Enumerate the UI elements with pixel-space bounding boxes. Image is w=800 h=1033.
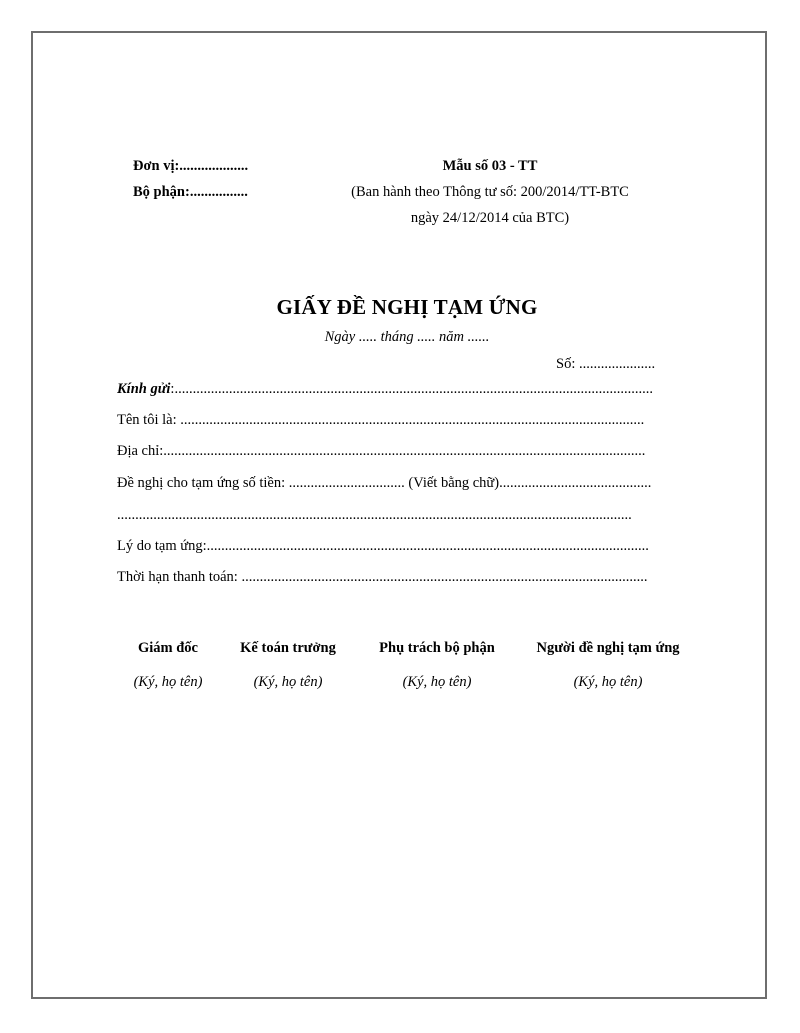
field-blank-line[interactable]: .............................................................................................................................................. (117, 507, 632, 523)
signature-role-chief-accountant: Kế toán trưởng (240, 640, 336, 656)
department-label: Bộ phận:................ (133, 184, 248, 200)
date-line: Ngày ..... tháng ..... năm ...... (324, 329, 490, 345)
field-ten[interactable]: Tên tôi là: ................................................................................................................................ (117, 412, 645, 428)
signature-note-department-head: (Ký, họ tên) (402, 674, 472, 690)
issued-by: (Ban hành theo Thông tư số: 200/2014/TT-BTC (351, 184, 629, 200)
issued-date: ngày 24/12/2014 của BTC) (410, 210, 570, 226)
de-nghi-amount: Đề nghị cho tạm ứng số tiền: ................................ (117, 475, 405, 491)
signature-role-requester: Người đề nghị tạm ứng (536, 640, 680, 656)
form-number: Mẫu số 03 - TT (442, 158, 538, 174)
signature-role-department-head: Phụ trách bộ phận (379, 640, 495, 656)
signature-role-director: Giám đốc (137, 640, 198, 656)
field-dia-chi[interactable]: Địa chỉ:..................................................................................................................................... (117, 443, 646, 459)
signature-note-chief-accountant: (Ký, họ tên) (253, 674, 323, 690)
field-thoi-han[interactable]: Thời hạn thanh toán: ................................................................................................................ (117, 569, 648, 585)
field-de-nghi[interactable] (117, 475, 695, 495)
document-number: Số: ..................... (556, 356, 656, 372)
signature-note-director: (Ký, họ tên) (133, 674, 203, 690)
kinh-gui-dots: :.................................................................................................................................... (170, 381, 653, 397)
unit-label: Đơn vị:................... (133, 158, 249, 174)
de-nghi-words: (Viết bằng chữ).......................................... (404, 475, 652, 491)
document-title: GIẤY ĐỀ NGHỊ TẠM ỨNG (276, 295, 538, 319)
signature-note-requester: (Ký, họ tên) (573, 674, 643, 690)
field-kinh-gui[interactable] (117, 381, 695, 401)
kinh-gui-label: Kính gửi (117, 381, 171, 397)
field-ly-do[interactable]: Lý do tạm ứng:.......................................................................................................................... (117, 538, 649, 554)
